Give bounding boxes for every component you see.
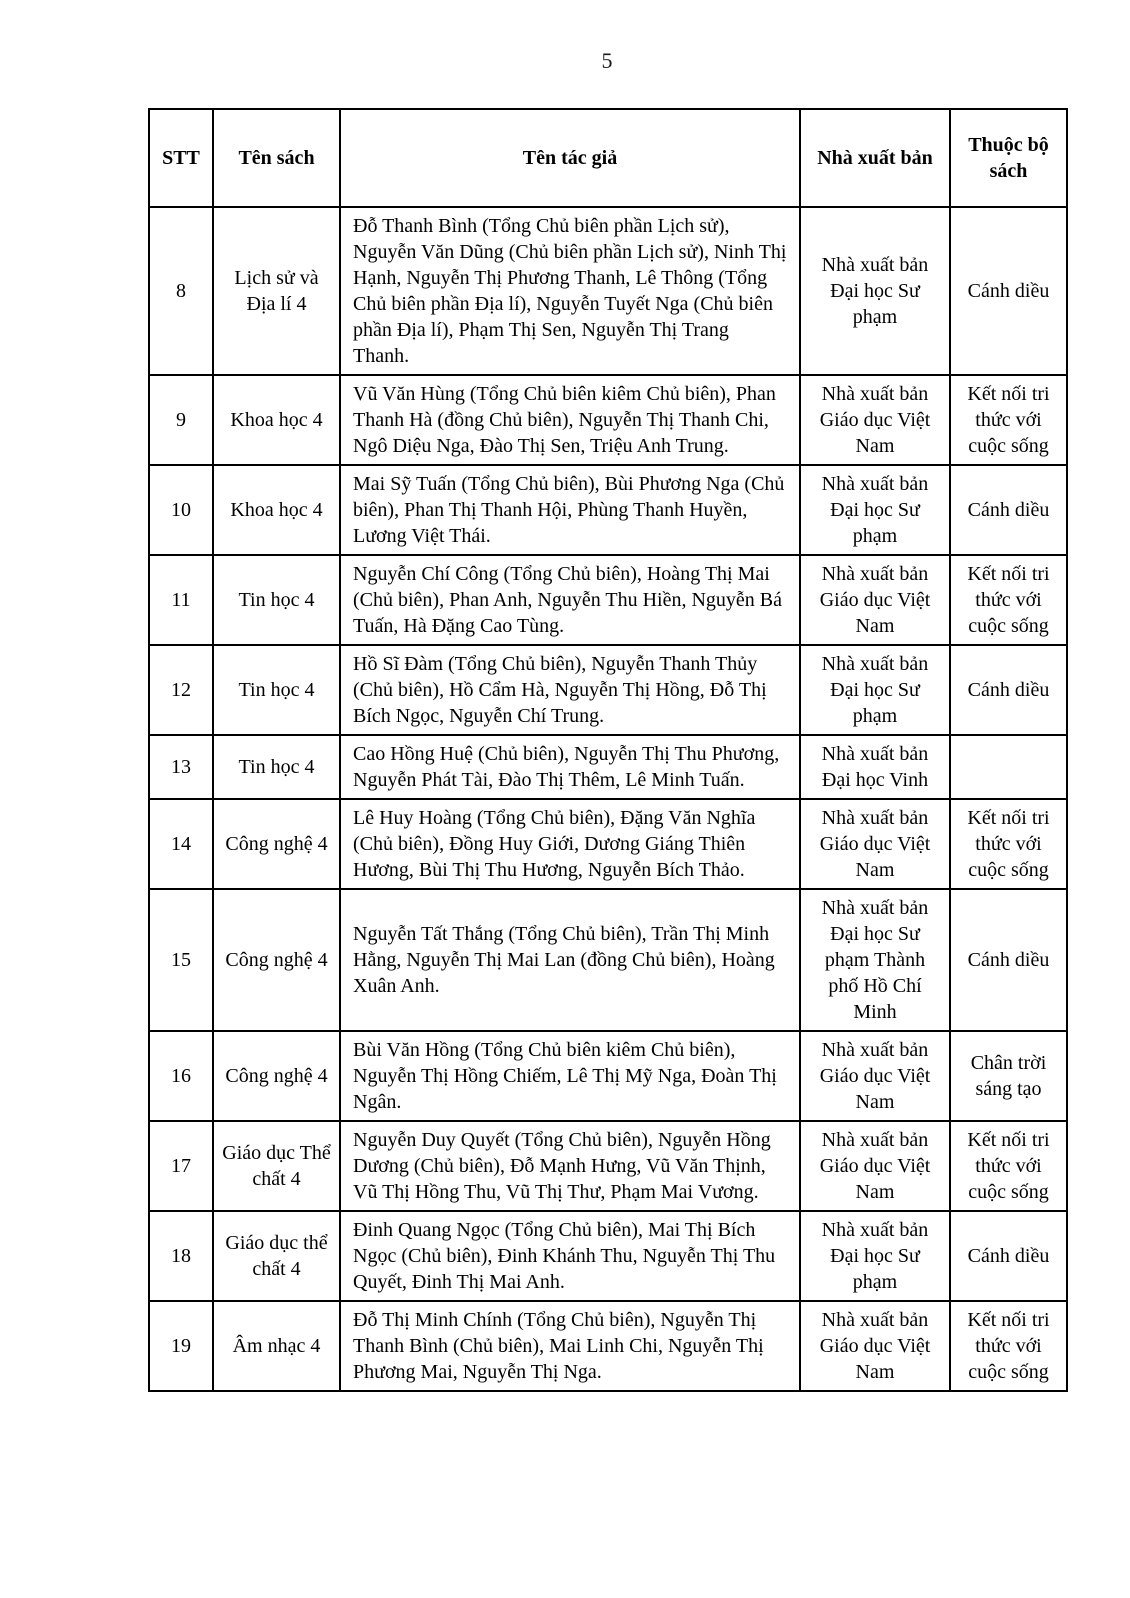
cell-series: Cánh diều (950, 645, 1067, 735)
cell-series: Cánh diều (950, 1211, 1067, 1301)
cell-book-title: Khoa học 4 (213, 465, 340, 555)
cell-book-title: Tin học 4 (213, 735, 340, 799)
table-row (149, 207, 1067, 375)
cell-series: Cánh diều (950, 207, 1067, 375)
cell-stt: 13 (149, 735, 213, 799)
cell-series: Kết nối tri thức với cuộc sống (950, 1301, 1067, 1391)
textbook-list-table (148, 108, 1068, 1392)
cell-series: Cánh diều (950, 889, 1067, 1031)
cell-book-title: Âm nhạc 4 (213, 1301, 340, 1391)
cell-book-title: Tin học 4 (213, 645, 340, 735)
cell-book-title: Giáo dục thể chất 4 (213, 1211, 340, 1301)
table-body (149, 207, 1067, 1391)
cell-stt: 8 (149, 207, 213, 375)
cell-publisher: Nhà xuất bản Giáo dục Việt Nam (800, 375, 950, 465)
table-row (149, 1301, 1067, 1391)
cell-series: Kết nối tri thức với cuộc sống (950, 555, 1067, 645)
table-row (149, 799, 1067, 889)
table-row (149, 1031, 1067, 1121)
cell-stt: 15 (149, 889, 213, 1031)
cell-publisher: Nhà xuất bản Giáo dục Việt Nam (800, 1301, 950, 1391)
cell-series: Kết nối tri thức với cuộc sống (950, 375, 1067, 465)
cell-publisher: Nhà xuất bản Đại học Sư phạm (800, 1211, 950, 1301)
cell-publisher: Nhà xuất bản Đại học Sư phạm Thành phố Hồ Chí Minh (800, 889, 950, 1031)
cell-authors: Đỗ Thanh Bình (Tổng Chủ biên phần Lịch sử), Nguyễn Văn Dũng (Chủ biên phần Lịch sử), Ninh Thị Hạnh, Nguyễn Thị Phương Thanh, Lê Thông (Tổng Chủ biên phần Địa lí), Nguyễn Tuyết Nga (Chủ biên phần Địa lí), Phạm Thị Sen, Nguyễn Thị Trang Thanh. (340, 207, 800, 375)
cell-publisher: Nhà xuất bản Đại học Sư phạm (800, 465, 950, 555)
cell-stt: 19 (149, 1301, 213, 1391)
cell-series (950, 735, 1067, 799)
table-row (149, 735, 1067, 799)
cell-authors: Lê Huy Hoàng (Tổng Chủ biên), Đặng Văn Nghĩa (Chủ biên), Đồng Huy Giới, Dương Giáng Thiên Hương, Bùi Thị Thu Hương, Nguyễn Bích Thảo. (340, 799, 800, 889)
cell-authors: Đỗ Thị Minh Chính (Tổng Chủ biên), Nguyễn Thị Thanh Bình (Chủ biên), Mai Linh Chi, Nguyễn Thị Phương Mai, Nguyễn Thị Nga. (340, 1301, 800, 1391)
cell-stt: 10 (149, 465, 213, 555)
cell-book-title: Công nghệ 4 (213, 1031, 340, 1121)
column-header-stt: STT (149, 109, 213, 207)
cell-series: Kết nối tri thức với cuộc sống (950, 1121, 1067, 1211)
cell-publisher: Nhà xuất bản Đại học Sư phạm (800, 645, 950, 735)
cell-stt: 14 (149, 799, 213, 889)
cell-series: Chân trời sáng tạo (950, 1031, 1067, 1121)
table-row (149, 555, 1067, 645)
page-number: 5 (601, 48, 613, 73)
table-row (149, 889, 1067, 1031)
table-row (149, 1121, 1067, 1211)
cell-stt: 12 (149, 645, 213, 735)
cell-publisher: Nhà xuất bản Đại học Vinh (800, 735, 950, 799)
cell-publisher: Nhà xuất bản Đại học Sư phạm (800, 207, 950, 375)
table-row (149, 465, 1067, 555)
table-row (149, 645, 1067, 735)
cell-stt: 9 (149, 375, 213, 465)
cell-stt: 16 (149, 1031, 213, 1121)
cell-authors: Bùi Văn Hồng (Tổng Chủ biên kiêm Chủ biên), Nguyễn Thị Hồng Chiếm, Lê Thị Mỹ Nga, Đoàn Thị Ngân. (340, 1031, 800, 1121)
cell-authors: Hồ Sĩ Đàm (Tổng Chủ biên), Nguyễn Thanh Thủy (Chủ biên), Hồ Cẩm Hà, Nguyễn Thị Hồng, Đỗ Thị Bích Ngọc, Nguyễn Chí Trung. (340, 645, 800, 735)
cell-publisher: Nhà xuất bản Giáo dục Việt Nam (800, 555, 950, 645)
table-header-row (149, 109, 1067, 207)
cell-authors: Nguyễn Tất Thắng (Tổng Chủ biên), Trần Thị Minh Hằng, Nguyễn Thị Mai Lan (đồng Chủ biên), Hoàng Xuân Anh. (340, 889, 800, 1031)
cell-book-title: Lịch sử và Địa lí 4 (213, 207, 340, 375)
column-header-series: Thuộc bộ sách (950, 109, 1067, 207)
column-header-book-title: Tên sách (213, 109, 340, 207)
cell-authors: Mai Sỹ Tuấn (Tổng Chủ biên), Bùi Phương Nga (Chủ biên), Phan Thị Thanh Hội, Phùng Thanh Huyền, Lương Việt Thái. (340, 465, 800, 555)
column-header-authors: Tên tác giả (340, 109, 800, 207)
cell-book-title: Tin học 4 (213, 555, 340, 645)
cell-authors: Cao Hồng Huệ (Chủ biên), Nguyễn Thị Thu Phương, Nguyễn Phát Tài, Đào Thị Thêm, Lê Minh Tuấn. (340, 735, 800, 799)
column-header-publisher: Nhà xuất bản (800, 109, 950, 207)
cell-authors: Nguyễn Duy Quyết (Tổng Chủ biên), Nguyễn Hồng Dương (Chủ biên), Đỗ Mạnh Hưng, Vũ Văn Thịnh, Vũ Thị Hồng Thu, Vũ Thị Thư, Phạm Mai Vương. (340, 1121, 800, 1211)
cell-stt: 18 (149, 1211, 213, 1301)
cell-publisher: Nhà xuất bản Giáo dục Việt Nam (800, 799, 950, 889)
cell-authors: Nguyễn Chí Công (Tổng Chủ biên), Hoàng Thị Mai (Chủ biên), Phan Anh, Nguyễn Thu Hiền, Nguyễn Bá Tuấn, Hà Đặng Cao Tùng. (340, 555, 800, 645)
cell-publisher: Nhà xuất bản Giáo dục Việt Nam (800, 1031, 950, 1121)
cell-book-title: Công nghệ 4 (213, 889, 340, 1031)
table-row (149, 1211, 1067, 1301)
cell-authors: Vũ Văn Hùng (Tổng Chủ biên kiêm Chủ biên), Phan Thanh Hà (đồng Chủ biên), Nguyễn Thị Thanh Chi, Ngô Diệu Nga, Đào Thị Sen, Triệu Anh Trung. (340, 375, 800, 465)
cell-series: Kết nối tri thức với cuộc sống (950, 799, 1067, 889)
cell-publisher: Nhà xuất bản Giáo dục Việt Nam (800, 1121, 950, 1211)
cell-book-title: Giáo dục Thể chất 4 (213, 1121, 340, 1211)
cell-series: Cánh diều (950, 465, 1067, 555)
cell-stt: 11 (149, 555, 213, 645)
cell-book-title: Công nghệ 4 (213, 799, 340, 889)
table-row (149, 375, 1067, 465)
cell-book-title: Khoa học 4 (213, 375, 340, 465)
cell-stt: 17 (149, 1121, 213, 1211)
cell-authors: Đinh Quang Ngọc (Tổng Chủ biên), Mai Thị Bích Ngọc (Chủ biên), Đinh Khánh Thu, Nguyễn Thị Thu Quyết, Đinh Thị Mai Anh. (340, 1211, 800, 1301)
